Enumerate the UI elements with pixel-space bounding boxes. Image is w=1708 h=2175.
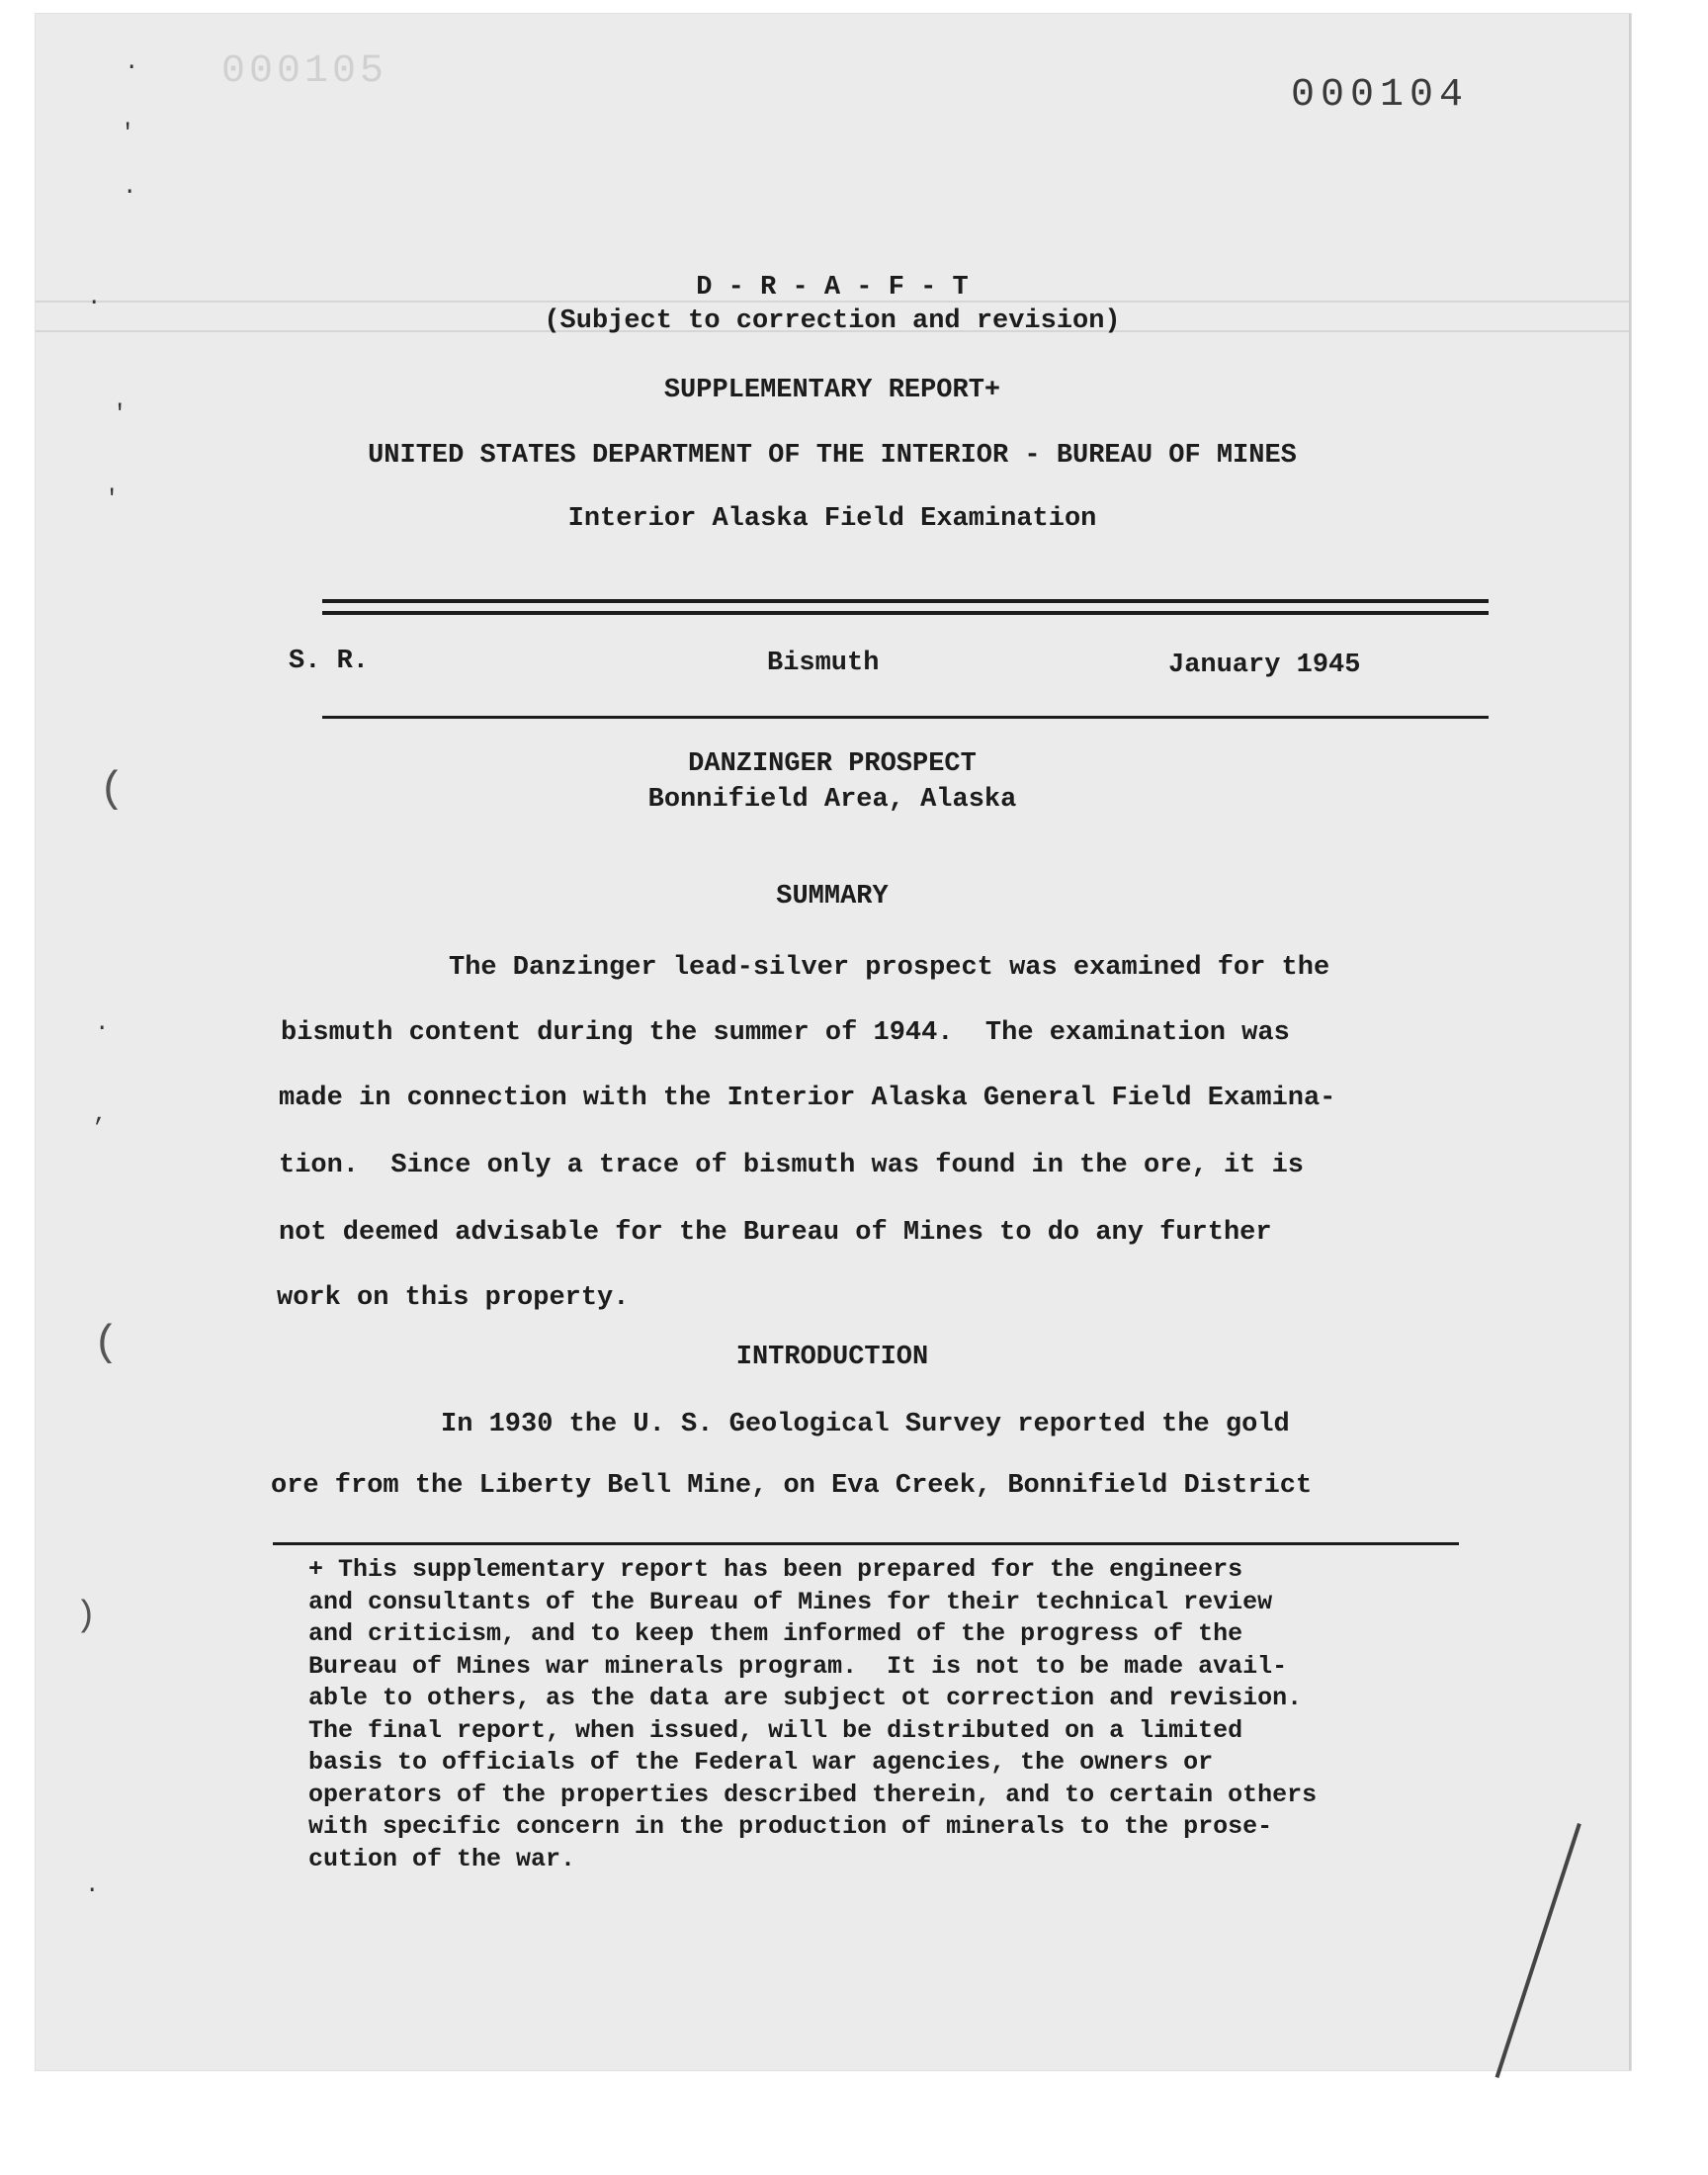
prospect-name: DANZINGER PROSPECT [688,749,977,779]
margin-mark: ) [75,1596,97,1636]
margin-speck: ' [121,121,135,147]
series-code: S. R. [289,647,370,676]
section-heading-introduction: INTRODUCTION [735,1343,929,1372]
draft-label: D - R - A - F - T [696,273,969,303]
summary-line: The Danzinger lead-silver prospect was examined for the [449,953,1330,983]
footnote-line: + This supplementary report has been prepared for the engineers [308,1555,1243,1584]
footnote-line: able to others, as the data are subject ot correction and revision. [308,1684,1303,1712]
footnote-line: operators of the properties described therein, and to certain others [308,1780,1318,1809]
margin-mark: ( [93,1319,120,1368]
footnote-line: The final report, when issued, will be distributed on a limited [308,1715,1243,1745]
agency: UNITED STATES DEPARTMENT OF THE INTERIOR - BUREAU OF MINES [368,441,1297,471]
header-rule [322,716,1489,719]
footnote-line: and criticism, and to keep them informed of the progress of the [308,1619,1243,1648]
summary-line: not deemed advisable for the Bureau of Mines to do any further [279,1218,1272,1248]
double-rule-bottom [322,611,1489,615]
margin-speck: . [85,1872,100,1899]
document-page [36,14,1631,2070]
margin-speck: . [123,174,137,201]
introduction-line: In 1930 the U. S. Geological Survey reported the gold [441,1410,1290,1439]
program-title: Interior Alaska Field Examination [567,504,1097,534]
margin-speck: ' [105,486,120,513]
draft-note: (Subject to correction and revision) [544,306,1121,336]
summary-line: tion. Since only a trace of bismuth was found in the ore, it is [279,1151,1304,1180]
margin-speck: ' [113,401,128,428]
commodity: Bismuth [767,649,880,678]
prospect-location: Bonnifield Area, Alaska [647,785,1017,815]
margin-mark: ( [99,765,126,815]
footnote-line: basis to officials of the Federal war agencies, the owners or [308,1748,1214,1777]
margin-speck: . [125,49,139,76]
document-number: 000104 [1291,73,1470,118]
double-rule-top [322,599,1489,603]
margin-speck: , [93,1101,108,1128]
section-heading-summary: SUMMARY [776,882,889,912]
footnote-line: with specific concern in the production of minerals to the prose- [308,1812,1273,1841]
introduction-line: ore from the Liberty Bell Mine, on Eva Creek, Bonnifield District [271,1471,1313,1501]
footnote-line: cution of the war. [308,1844,576,1873]
footnote-line: Bureau of Mines war minerals program. It is not to be made avail- [308,1651,1288,1681]
report-type: SUPPLEMENTARY REPORT+ [663,376,1001,405]
ghost-stamp: 000105 [221,49,388,94]
page-fold-line [1495,1823,1581,2078]
summary-line: made in connection with the Interior Alaska General Field Examina- [279,1084,1336,1113]
report-date: January 1945 [1168,651,1361,680]
footnote-rule [273,1542,1459,1545]
margin-speck: . [95,1010,110,1037]
summary-line: bismuth content during the summer of 1944. The examination was [281,1018,1290,1048]
footnote [308,1554,1494,1875]
footnote-line: and consultants of the Bureau of Mines for their technical review [308,1587,1273,1616]
margin-speck: . [87,285,102,311]
summary-line: work on this property. [277,1283,630,1313]
